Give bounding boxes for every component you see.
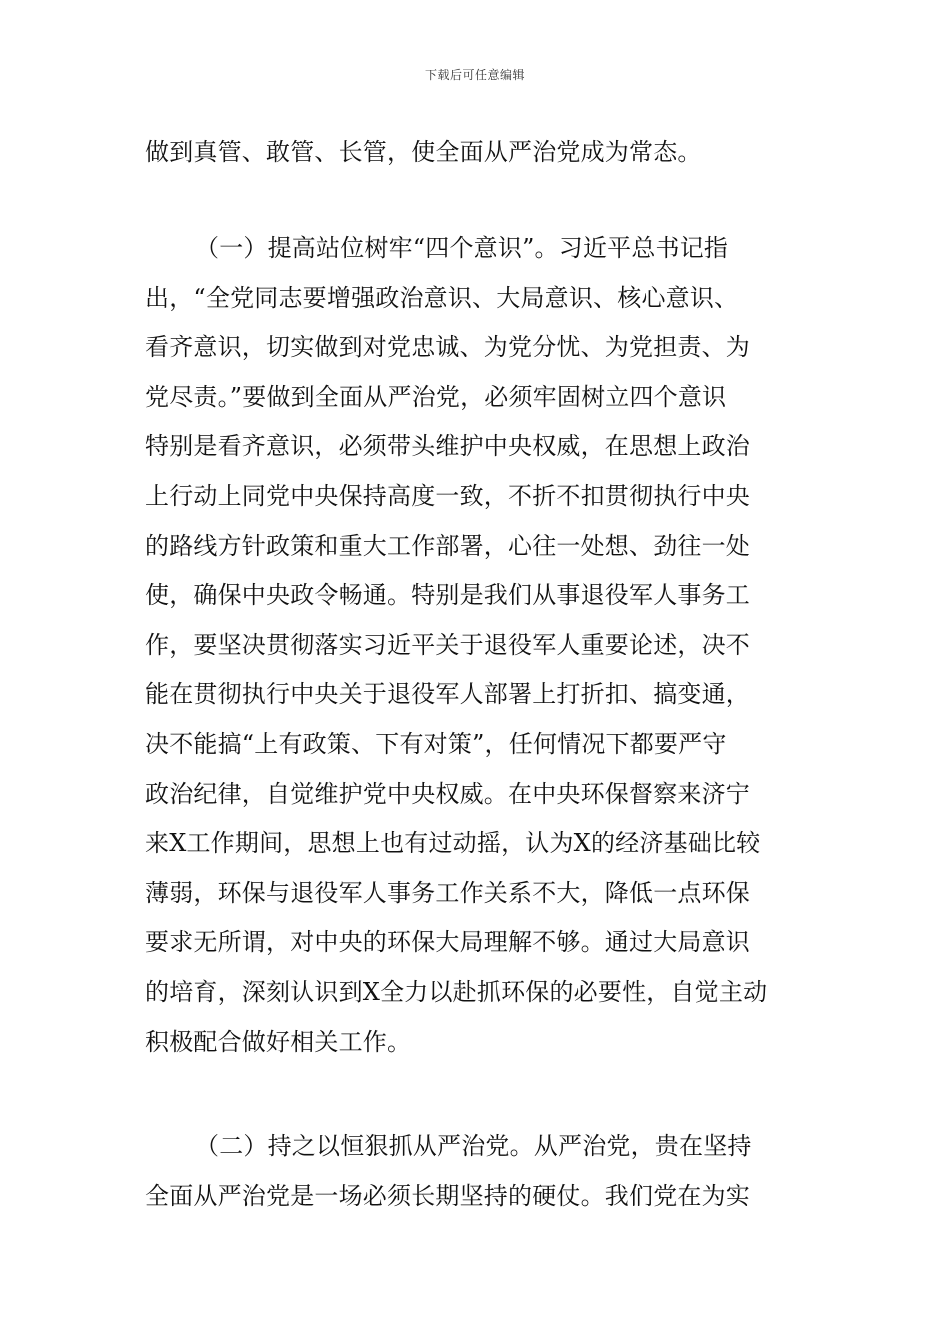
text-line: 全面从严治党是一场必须长期坚持的硬仗。我们党在为实 (145, 1181, 750, 1210)
text-line: 看齐意识，切实做到对党忠诚、为党分忧、为党担责、为 (145, 333, 750, 362)
paragraph-section-one (145, 224, 805, 1067)
text-line: 决不能搞“上有政策、下有对策”，任何情况下都要严守 (145, 729, 727, 758)
text-line: 上行动上同党中央保持高度一致，不折不扣贯彻执行中央 (145, 481, 750, 510)
text-line: 出，“全党同志要增强政治意识、大局意识、核心意识、 (145, 283, 739, 312)
paragraph-section-two (145, 1122, 805, 1221)
text-line: 的路线方针政策和重大工作部署，心往一处想、劲往一处 (145, 531, 750, 560)
text-line: 薄弱，环保与退役军人事务工作关系不大，降低一点环保 (145, 878, 750, 907)
text-line: （一）提高站位树牢“四个意识”。习近平总书记指 (195, 234, 729, 262)
text-line: 来X工作期间，思想上也有过动摇，认为X的经济基础比较 (145, 829, 761, 858)
text-line: 党尽责。”要做到全面从严治党，必须牢固树立四个意识 (145, 382, 727, 411)
text-line: 积极配合做好相关工作。 (145, 1027, 412, 1056)
text-line: 特别是看齐意识，必须带头维护中央权威，在思想上政治 (145, 432, 750, 461)
text-line: （二）持之以恒狠抓从严治党。从严治党，贵在坚持 (195, 1132, 752, 1160)
page-header: 下载后可任意编辑 (424, 68, 525, 82)
text-line: 做到真管、敢管、长管，使全面从严治党成为常态。 (145, 138, 702, 166)
text-line: 的培育，深刻认识到X全力以赴抓环保的必要性，自觉主动 (145, 977, 768, 1006)
text-line: 政治纪律，自觉维护党中央权威。在中央环保督察来济宁 (145, 779, 750, 808)
paragraph-continuation (145, 128, 805, 178)
text-line: 作，要坚决贯彻落实习近平关于退役军人重要论述，决不 (145, 630, 750, 659)
text-line: 要求无所谓，对中央的环保大局理解不够。通过大局意识 (145, 928, 750, 957)
text-line: 使，确保中央政令畅通。特别是我们从事退役军人事务工 (145, 581, 750, 610)
text-line: 能在贯彻执行中央关于退役军人部署上打折扣、搞变通， (145, 680, 750, 709)
